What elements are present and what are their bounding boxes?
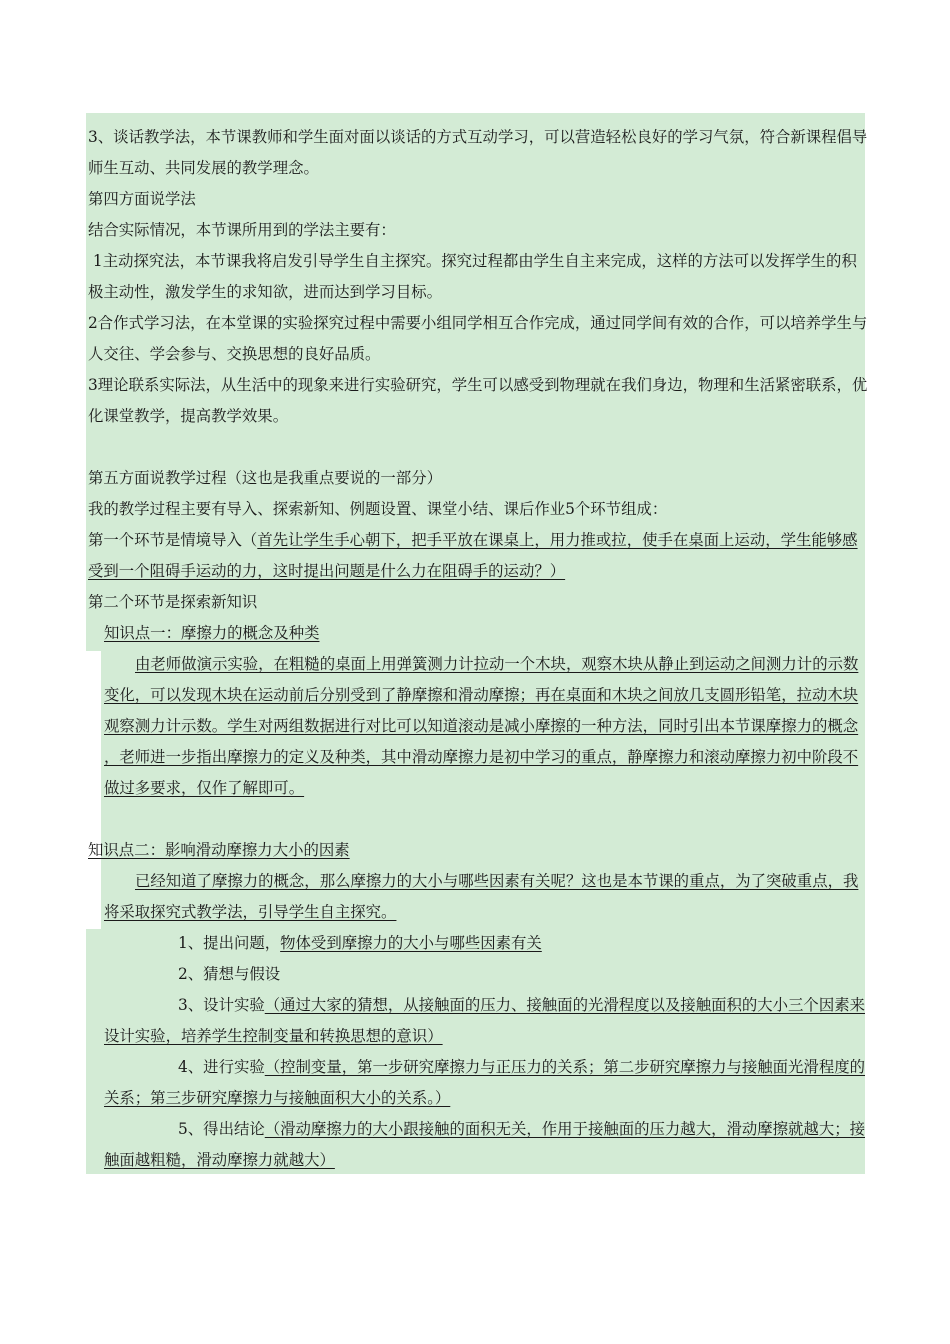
paragraph-talk-method: 3、谈话教学法，本节课教师和学生面对面以谈话的方式互动学习，可以营造轻松良好的学习气氛，符合新课程倡导师生互动、共同发展的教学理念。 [88, 128, 868, 177]
key-point-text: 已经知道了摩擦力的概念，那么摩擦力的大小与哪些因素有关呢？这也是本节课的重点，为了突破重点，我将采取探究式教学法，引导学生自主探究。 [104, 872, 859, 921]
step-ask-question [88, 928, 868, 959]
paragraph-stage-one [88, 525, 868, 587]
paragraph-key-point [88, 866, 868, 928]
heading-learning-methods: 第四方面说学法 [88, 190, 196, 208]
knowledge-point-one [88, 618, 868, 649]
paragraph-theory-practice: 3理论联系实际法，从生活中的现象来进行实验研究，学生可以感受到物理就在我们身边，物理和生活紧密联系，优化课堂教学，提高教学效果。 [88, 376, 868, 425]
spacer [88, 804, 868, 835]
step-ask-question-detail: 物体受到摩擦力的大小与哪些因素有关 [280, 934, 542, 952]
heading-teaching-process: 第五方面说教学过程（这也是我重点要说的一部分） [88, 469, 442, 487]
step-conclusion-detail: （滑动摩擦力的大小跟接触的面积无关，作用于接触面的压力越大，滑动摩擦就越大；接触面越粗糙，滑动摩擦力就越大） [104, 1120, 865, 1169]
demo-experiment-text: 由老师做演示实验，在粗糙的桌面上用弹簧测力计拉动一个木块，观察木块从静止到运动之间测力计的示数变化，可以发现木块在运动前后分别受到了静摩擦和滑动摩擦；再在桌面和木块之间放几支圆形铅笔，拉动木块观察测力计示数。学生对两组数据进行对比可以知道滚动是减小摩擦的一种方法，同时引出本节课摩擦力的概念 ，老师进一步指出摩擦力的定义及种类，其中滑动摩擦力是初中学习的重点，静摩擦力和滚动摩擦力初中阶段不做过多要求，仅作了解即可。 [104, 655, 859, 797]
paragraph-learning-intro: 结合实际情况，本节课所用到的学法主要有： [88, 221, 396, 239]
stage-one-detail: 首先让学生手心朝下，把手平放在课桌上，用力推或拉，使手在桌面上运动，学生能够感受到一个阻碍手运动的力，这时提出问题是什么力在阻碍手的运动？） [88, 531, 858, 580]
paragraph-demo-experiment [88, 649, 868, 804]
step-design-experiment [88, 990, 868, 1052]
paragraph-cooperative: 2合作式学习法，在本堂课的实验探究过程中需要小组同学相互合作完成，通过同学间有效的合作，可以培养学生与人交往、学会参与、交换思想的良好品质。 [88, 314, 868, 363]
step-design-label: 3、设计实验 [178, 996, 265, 1014]
knowledge-point-two-title: 知识点二：影响滑动摩擦力大小的因素 [88, 841, 350, 859]
paragraph-process-overview: 我的教学过程主要有导入、探索新知、例题设置、课堂小结、课后作业5个环节组成： [88, 500, 668, 518]
step-conduct-detail: （控制变量，第一步研究摩擦力与正压力的关系；第二步研究摩擦力与接触面光滑程度的关系；第三步研究摩擦力与接触面积大小的关系。） [104, 1058, 865, 1107]
step-conclusion [88, 1114, 868, 1176]
stage-one-label: 第一个环节是情境导入（ [88, 531, 258, 549]
step-ask-question-label: 1、提出问题， [178, 934, 281, 952]
step-conduct-label: 4、进行实验 [178, 1058, 265, 1076]
knowledge-point-one-title: 知识点一：摩擦力的概念及种类 [104, 624, 320, 642]
spacer [88, 432, 868, 463]
step-hypothesis: 2、猜想与假设 [178, 965, 281, 983]
step-design-detail: （通过大家的猜想，从接触面的压力、接触面的光滑程度以及接触面积的大小三个因素来设计实验，培养学生控制变量和转换思想的意识） [104, 996, 865, 1045]
paragraph-stage-two: 第二个环节是探索新知识 [88, 593, 258, 611]
knowledge-point-two [88, 835, 868, 866]
document-body [88, 122, 868, 1176]
step-conduct-experiment [88, 1052, 868, 1114]
step-conclusion-label: 5、得出结论 [178, 1120, 265, 1138]
paragraph-active-inquiry: 1主动探究法，本节课我将启发引导学生自主探究。探究过程都由学生自主来完成，这样的方法可以发挥学生的积极主动性，激发学生的求知欲，进而达到学习目标。 [88, 252, 857, 301]
